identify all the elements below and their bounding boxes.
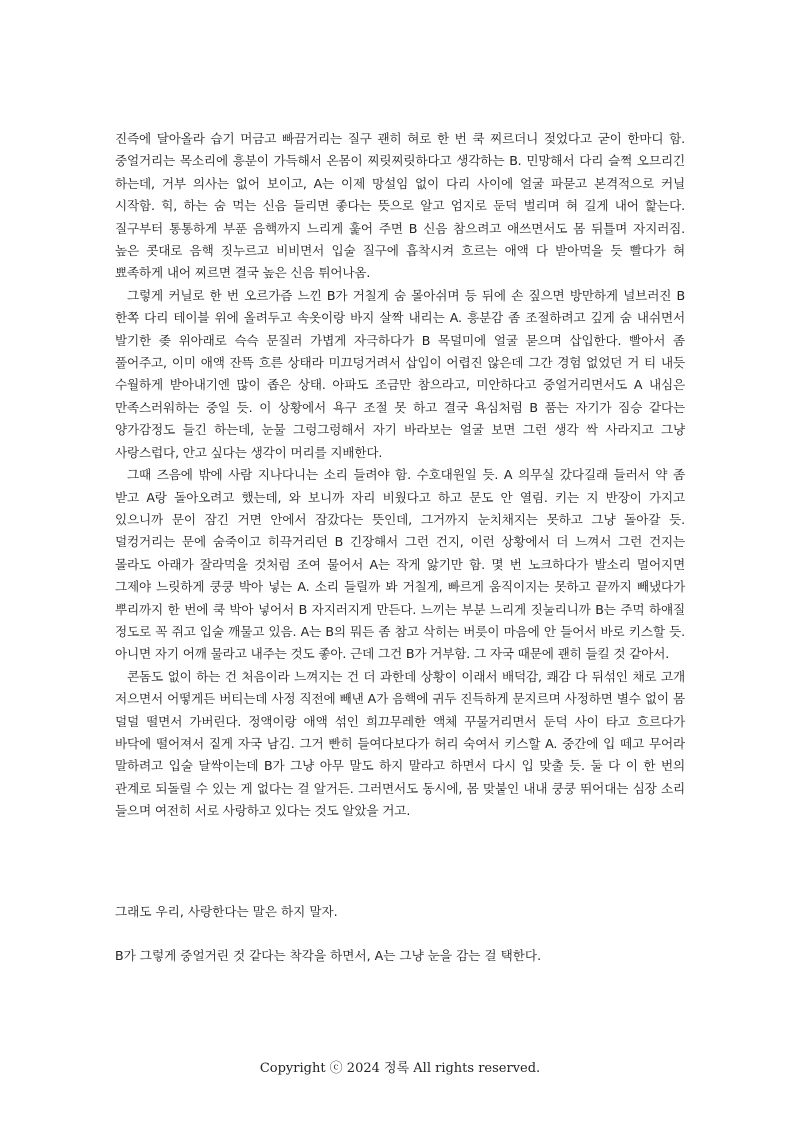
- closing-line: B가 그렇게 중얼거린 것 같다는 착각을 하면서, A는 그냥 눈을 감는 걸 택한다.: [115, 948, 542, 963]
- body-paragraph: 콘돔도 없이 하는 건 처음이라 느껴지는 건 더 과한데 상황이 이래서 배덕감, 쾌감 다 뒤섞인 채로 고개 저으면서 어떻게든 버티는데 사정 직전에 빼낸 A가 음핵에 귀두 진득하게 문지르며 사정하면 별수 없이 몸 덜덜 떨면서 가버린다. 정액이랑 애액 섞인 희끄무레한 액체 꾸물거리면서 둔덕 사이 타고 흐르다가 바닥에 떨어져서 짙게 자국 남김. 그거 빤히 들여다보다가 허리 숙여서 키스할 A. 중간에 입 떼고 무어라 말하려고 입술 달싹이는데 B가 그냥 아무 말도 하지 말라고 하면서 다시 입 맞출 듯. 둘 다 이 한 번의 관계로 되돌릴 수 있는 게 없다는 걸 알거든. 그러면서도 동시에, 몸 맞붙인 내내 쿵쿵 뛰어대는 심장 소리 들으며 여전히 서로 사랑하고 있다는 것도 알았을 거고.: [115, 668, 685, 819]
- body-paragraph: 진즉에 달아올라 습기 머금고 빠끔거리는 질구 괜히 혀로 한 번 쿡 찌르더니 젖었다고 굳이 한마디 함. 중얼거리는 목소리에 흥분이 가득해서 온몸이 찌릿찌릿하다고 생각하는 B. 민망해서 다리 슬쩍 오므리긴 하는데, 거부 의사는 없어 보이고, A는 이제 망설임 없이 다리 사이에 얼굴 파묻고 본격적으로 커닐 시작함. 힉, 하는 숨 먹는 신음 들리면 좋다는 뜻으로 알고 엄지로 둔덕 벌리며 혀 길게 내어 핥는다. 질구부터 통통하게 부푼 음핵까지 느리게 훑어 주면 B 신음 참으려고 애쓰면서도 몸 뒤틀며 자지러짐. 높은 콧대로 음핵 짓누르고 비비면서 입술 질구에 흡착시켜 흐르는 애액 다 받아먹을 듯 빨다가 혀 뾰족하게 내어 찌르면 결국 높은 신음 튀어나옴.: [115, 131, 685, 281]
- closing-line: 그래도 우리, 사랑한다는 말은 하지 말자.: [115, 904, 338, 919]
- body-paragraph: 그렇게 커닐로 한 번 오르가즘 느낀 B가 거칠게 숨 몰아쉬며 등 뒤에 손 짚으면 방만하게 널브러진 B 한쪽 다리 테이블 위에 올려두고 속옷이랑 바지 살짝 내리는 A. 흥분감 좀 조절하려고 깊게 숨 내쉬면서 발기한 좆 위아래로 슥슥 문질러 가볍게 자극하다가 B 목덜미에 얼굴 묻으며 삽입한다. 빨아서 좀 풀어주고, 이미 애액 잔뜩 흐른 상태라 미끄덩거려서 삽입이 어렵진 않은데 그간 경험 없었던 거 티 내듯 수월하게 받아내기엔 많이 좁은 상태. 아파도 조금만 참으라고, 미안하다고 중얼거리면서도 A 내심은 만족스러워하는 중일 듯. 이 상황에서 욕구 조절 못 하고 결국 욕심처럼 B 품는 자기가 짐승 같다는 양가감정도 들긴 하는데, 눈물 그렁그렁해서 자기 바라보는 얼굴 보면 그런 생각 싹 사라지고 그냥 사랑스럽다, 안고 싶다는 생각이 머리를 지배한다.: [115, 287, 685, 460]
- body-paragraph: 그때 즈음에 밖에 사람 지나다니는 소리 들려야 함. 수호대원일 듯. A 의무실 갔다길래 들러서 약 좀 받고 A랑 돌아오려고 했는데, 와 보니까 자리 비웠다고 하고 문도 안 열림. 키는 지 반장이 가지고 있으니까 문이 잠긴 거면 안에서 잠갔다는 뜻인데, 그거까지 눈치채지는 못하고 그냥 돌아갈 듯. 덜컹거리는 문에 숨죽이고 히끅거리던 B 긴장해서 그런 건지, 이런 상황에서 더 느껴서 그런 건지는 몰라도 아래가 잘라먹을 것처럼 조여 물어서 A는 작게 앓기만 함. 몇 번 노크하다가 발소리 멀어지면 그제야 느릿하게 쿵쿵 박아 넣는 A. 소리 들릴까 봐 거칠게, 빠르게 움직이지는 못하고 끝까지 빼냈다가 뿌리까지 한 번에 쿡 박아 넣어서 B 자지러지게 만든다. 느끼는 부분 느리게 짓눌리니까 B는 주먹 하얘질 정도로 꼭 쥐고 입술 깨물고 있음. A는 B의 뭐든 좀 참고 삭히는 버릇이 마음에 안 들어서 바로 키스할 듯. 아니면 자기 어깨 물라고 내주는 것도 좋아. 근데 그건 B가 거부함. 그 자국 때문에 괜히 들킬 것 같아서.: [115, 467, 685, 662]
- document-body: [115, 128, 685, 823]
- copyright-footer: Copyright ⓒ 2024 정록 All rights reserved.: [259, 1061, 541, 1076]
